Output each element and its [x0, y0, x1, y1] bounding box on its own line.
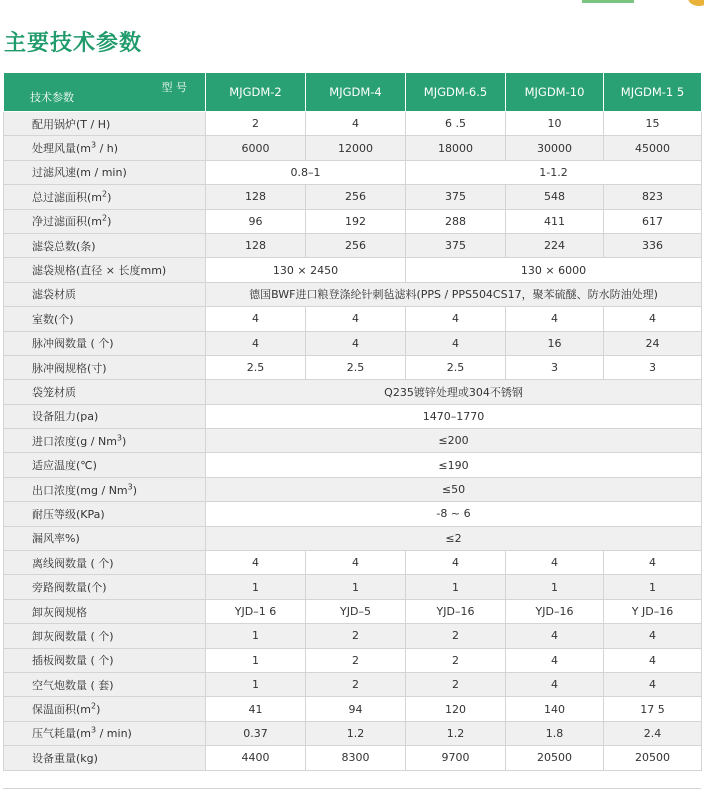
- value-cell: 94: [306, 697, 406, 721]
- table-row: [4, 258, 702, 282]
- param-label: 旁路阀数量(个): [32, 581, 107, 595]
- value-cell: 4: [406, 551, 506, 575]
- param-label: 脉冲阀数量 ( 个): [32, 337, 114, 351]
- table-row: [4, 502, 702, 526]
- param-label: 袋笼材质: [32, 385, 76, 399]
- param-label-cell: [4, 136, 206, 160]
- param-label-superscript: 2: [102, 189, 108, 199]
- value-cell: 140: [506, 697, 604, 721]
- value-cell: 2.5: [206, 355, 306, 379]
- param-label: 滤袋材质: [32, 288, 76, 302]
- param-label: 漏风率%): [32, 532, 80, 546]
- header-corner-cell: [4, 73, 206, 112]
- param-label: 室数(个): [32, 312, 74, 326]
- header-model-cell: MJGDM-4: [306, 73, 406, 112]
- value-cell: 6 .5: [406, 112, 506, 136]
- value-cell: ≤200: [206, 429, 702, 453]
- param-label-cell: [4, 575, 206, 599]
- param-label-cell: [4, 331, 206, 355]
- header-model-cell: MJGDM-6.5: [406, 73, 506, 112]
- param-label: 处理风量(m: [32, 142, 92, 156]
- table-row: [4, 404, 702, 428]
- header-row: [4, 73, 702, 112]
- value-cell: 128: [206, 185, 306, 209]
- value-cell: 4: [306, 307, 406, 331]
- value-cell: 1: [206, 672, 306, 696]
- value-cell: 4: [604, 672, 702, 696]
- value-cell: 375: [406, 233, 506, 257]
- value-cell: 4: [506, 624, 604, 648]
- table-row: [4, 453, 702, 477]
- param-label: 离线阀数量 ( 个): [32, 556, 114, 570]
- value-cell: 1.2: [306, 721, 406, 745]
- value-cell: 2: [406, 648, 506, 672]
- value-cell: 2.4: [604, 721, 702, 745]
- value-cell: 2: [406, 672, 506, 696]
- value-cell: 120: [406, 697, 506, 721]
- table-row: [4, 551, 702, 575]
- value-cell: Y JD–16: [604, 599, 702, 623]
- value-cell: 4: [604, 624, 702, 648]
- value-cell: 2: [306, 648, 406, 672]
- value-cell: ≤190: [206, 453, 702, 477]
- param-label: 滤袋规格(直径 × 长度mm): [32, 264, 167, 278]
- param-label-superscript: 2: [102, 213, 108, 223]
- table-row: [4, 648, 702, 672]
- param-label: 进口浓度(g / Nm: [32, 434, 117, 448]
- table-row: [4, 599, 702, 623]
- value-cell: 0.37: [206, 721, 306, 745]
- value-cell: 4: [604, 307, 702, 331]
- value-cell: 18000: [406, 136, 506, 160]
- value-cell: 20500: [506, 746, 604, 770]
- value-cell: 4: [406, 331, 506, 355]
- value-cell: 16: [506, 331, 604, 355]
- param-label: 压气耗量(m: [32, 727, 92, 741]
- param-label-superscript: 2: [91, 701, 97, 711]
- value-cell: 130 × 2450: [206, 258, 406, 282]
- param-label: 总过滤面积(m: [32, 190, 103, 204]
- value-cell: 17 5: [604, 697, 702, 721]
- param-label: 保温面积(m: [32, 703, 92, 717]
- table-row: [4, 160, 702, 184]
- param-label: 设备重量(kg): [32, 751, 98, 765]
- param-label-cell: [4, 697, 206, 721]
- value-cell: 2: [206, 112, 306, 136]
- param-label-cell: [4, 185, 206, 209]
- param-label-superscript: 3: [116, 433, 123, 443]
- param-label: 适应温度(℃): [32, 459, 97, 473]
- param-label: 卸灰阀数量 ( 个): [32, 629, 114, 643]
- value-cell: 4: [206, 307, 306, 331]
- value-cell: 375: [406, 185, 506, 209]
- header-model-cell: MJGDM-10: [506, 73, 604, 112]
- table-row: [4, 526, 702, 550]
- value-cell: 4: [506, 307, 604, 331]
- param-label-cell: [4, 404, 206, 428]
- table-row: [4, 331, 702, 355]
- param-label-cell: [4, 453, 206, 477]
- param-label-cell: [4, 380, 206, 404]
- value-cell: 4: [604, 551, 702, 575]
- param-label-cell: [4, 355, 206, 379]
- value-cell: 4: [506, 672, 604, 696]
- param-label: 过滤风速(m / min): [32, 166, 127, 180]
- value-cell: 1: [206, 575, 306, 599]
- table-row: [4, 355, 702, 379]
- value-cell: 4: [506, 648, 604, 672]
- value-cell: 548: [506, 185, 604, 209]
- table-bottom-divider: [3, 788, 701, 789]
- table-row: [4, 380, 702, 404]
- value-cell: 4: [406, 307, 506, 331]
- value-cell: ≤50: [206, 477, 702, 501]
- value-cell: 411: [506, 209, 604, 233]
- value-cell: 30000: [506, 136, 604, 160]
- param-label-tail: ): [122, 434, 127, 448]
- value-cell: 1: [206, 648, 306, 672]
- param-label-tail: / min): [96, 727, 132, 741]
- value-cell: 4: [206, 551, 306, 575]
- value-cell: 3: [604, 355, 702, 379]
- param-label-tail: ): [107, 190, 112, 204]
- param-label-cell: [4, 648, 206, 672]
- param-label: 耐压等级(KPa): [32, 507, 105, 521]
- param-label-tail: / h): [96, 142, 119, 156]
- value-cell: 6000: [206, 136, 306, 160]
- param-label-cell: [4, 282, 206, 306]
- value-cell: 45000: [604, 136, 702, 160]
- param-label-tail: ): [107, 215, 112, 229]
- param-label-cell: [4, 112, 206, 136]
- param-label: 设备阻力(pa): [32, 410, 99, 424]
- value-cell: 2: [306, 672, 406, 696]
- value-cell: 4: [604, 648, 702, 672]
- table-row: [4, 185, 702, 209]
- value-cell: 192: [306, 209, 406, 233]
- param-label-cell: [4, 746, 206, 770]
- value-cell: 9700: [406, 746, 506, 770]
- header-param-label: 技术参数: [30, 91, 74, 104]
- table-row: [4, 282, 702, 306]
- header-model-label: 型 号: [161, 81, 187, 94]
- value-cell: 3: [506, 355, 604, 379]
- value-cell: 10: [506, 112, 604, 136]
- value-cell: 4: [306, 112, 406, 136]
- param-label-cell: [4, 502, 206, 526]
- param-label-cell: [4, 209, 206, 233]
- value-cell: YJD–16: [406, 599, 506, 623]
- param-label-superscript: 3: [91, 725, 97, 735]
- table-row: [4, 477, 702, 501]
- param-label: 空气炮数量 ( 套): [32, 678, 114, 692]
- page-title: 主要技术参数: [4, 31, 143, 56]
- value-cell: 1: [506, 575, 604, 599]
- value-cell: 2: [406, 624, 506, 648]
- table-row: [4, 697, 702, 721]
- top-accent-bar: [582, 0, 634, 3]
- table-row: [4, 575, 702, 599]
- value-cell: 96: [206, 209, 306, 233]
- value-cell: 256: [306, 185, 406, 209]
- param-label-cell: [4, 624, 206, 648]
- value-cell: 15: [604, 112, 702, 136]
- table-row: [4, 112, 702, 136]
- corner-logo-mark: [688, 0, 704, 6]
- value-cell: 1: [604, 575, 702, 599]
- value-cell: Q235镀锌处理或304不锈钢: [206, 380, 702, 404]
- value-cell: 1: [306, 575, 406, 599]
- table-row: [4, 209, 702, 233]
- param-label-cell: [4, 526, 206, 550]
- value-cell: 1.8: [506, 721, 604, 745]
- table-row: [4, 307, 702, 331]
- value-cell: YJD–1 6: [206, 599, 306, 623]
- value-cell: 128: [206, 233, 306, 257]
- value-cell: 823: [604, 185, 702, 209]
- table-row: [4, 746, 702, 770]
- value-cell: 336: [604, 233, 702, 257]
- table-row: [4, 136, 702, 160]
- value-cell: 4: [306, 331, 406, 355]
- param-label-superscript: 3: [127, 481, 133, 491]
- value-cell: 1-1.2: [406, 160, 702, 184]
- table-row: [4, 721, 702, 745]
- param-label-cell: [4, 258, 206, 282]
- value-cell: 12000: [306, 136, 406, 160]
- value-cell: 1: [406, 575, 506, 599]
- value-cell: 41: [206, 697, 306, 721]
- param-label: 脉冲阀规格(寸): [32, 361, 107, 375]
- value-cell: 0.8–1: [206, 160, 406, 184]
- table-row: [4, 672, 702, 696]
- table-row: [4, 233, 702, 257]
- value-cell: 130 × 6000: [406, 258, 702, 282]
- table-row: [4, 624, 702, 648]
- param-label: 出口浓度(mg / Nm: [32, 483, 128, 497]
- value-cell: 2.5: [306, 355, 406, 379]
- param-label-tail: ): [96, 703, 101, 717]
- param-label-cell: [4, 477, 206, 501]
- value-cell: -8 ~ 6: [206, 502, 702, 526]
- param-label-cell: [4, 599, 206, 623]
- value-cell: 2: [306, 624, 406, 648]
- param-label: 配用锅炉(T / H): [32, 117, 111, 131]
- param-label: 净过滤面积(m: [32, 215, 103, 229]
- value-cell: 4: [506, 551, 604, 575]
- value-cell: 1: [206, 624, 306, 648]
- value-cell: YJD–5: [306, 599, 406, 623]
- header-model-cell: MJGDM-1 5: [604, 73, 702, 112]
- param-label-cell: [4, 551, 206, 575]
- header-model-cell: MJGDM-2: [206, 73, 306, 112]
- value-cell: 2.5: [406, 355, 506, 379]
- value-cell: 20500: [604, 746, 702, 770]
- param-label-cell: [4, 721, 206, 745]
- value-cell: 4: [206, 331, 306, 355]
- value-cell: 617: [604, 209, 702, 233]
- param-label: 滤袋总数(条): [32, 239, 96, 253]
- value-cell: 8300: [306, 746, 406, 770]
- param-label-cell: [4, 307, 206, 331]
- value-cell: 24: [604, 331, 702, 355]
- param-label-cell: [4, 233, 206, 257]
- param-label-cell: [4, 160, 206, 184]
- value-cell: YJD–16: [506, 599, 604, 623]
- param-label-superscript: 3: [91, 140, 97, 150]
- value-cell: 德国BWF进口粮登涤纶针刺毡滤料(PPS / PPS504CS17，聚苯硫醚、防水防油处理): [206, 282, 702, 306]
- param-label-cell: [4, 672, 206, 696]
- param-label-tail: ): [132, 483, 138, 497]
- value-cell: 224: [506, 233, 604, 257]
- table-row: [4, 429, 702, 453]
- spec-table-body: [4, 112, 702, 771]
- value-cell: 1.2: [406, 721, 506, 745]
- value-cell: 1470–1770: [206, 404, 702, 428]
- param-label: 卸灰阀规格: [32, 605, 87, 619]
- spec-table: [3, 72, 702, 771]
- value-cell: 288: [406, 209, 506, 233]
- param-label-cell: [4, 429, 206, 453]
- param-label: 插板阀数量 ( 个): [32, 654, 114, 668]
- value-cell: 256: [306, 233, 406, 257]
- value-cell: ≤2: [206, 526, 702, 550]
- value-cell: 4400: [206, 746, 306, 770]
- value-cell: 4: [306, 551, 406, 575]
